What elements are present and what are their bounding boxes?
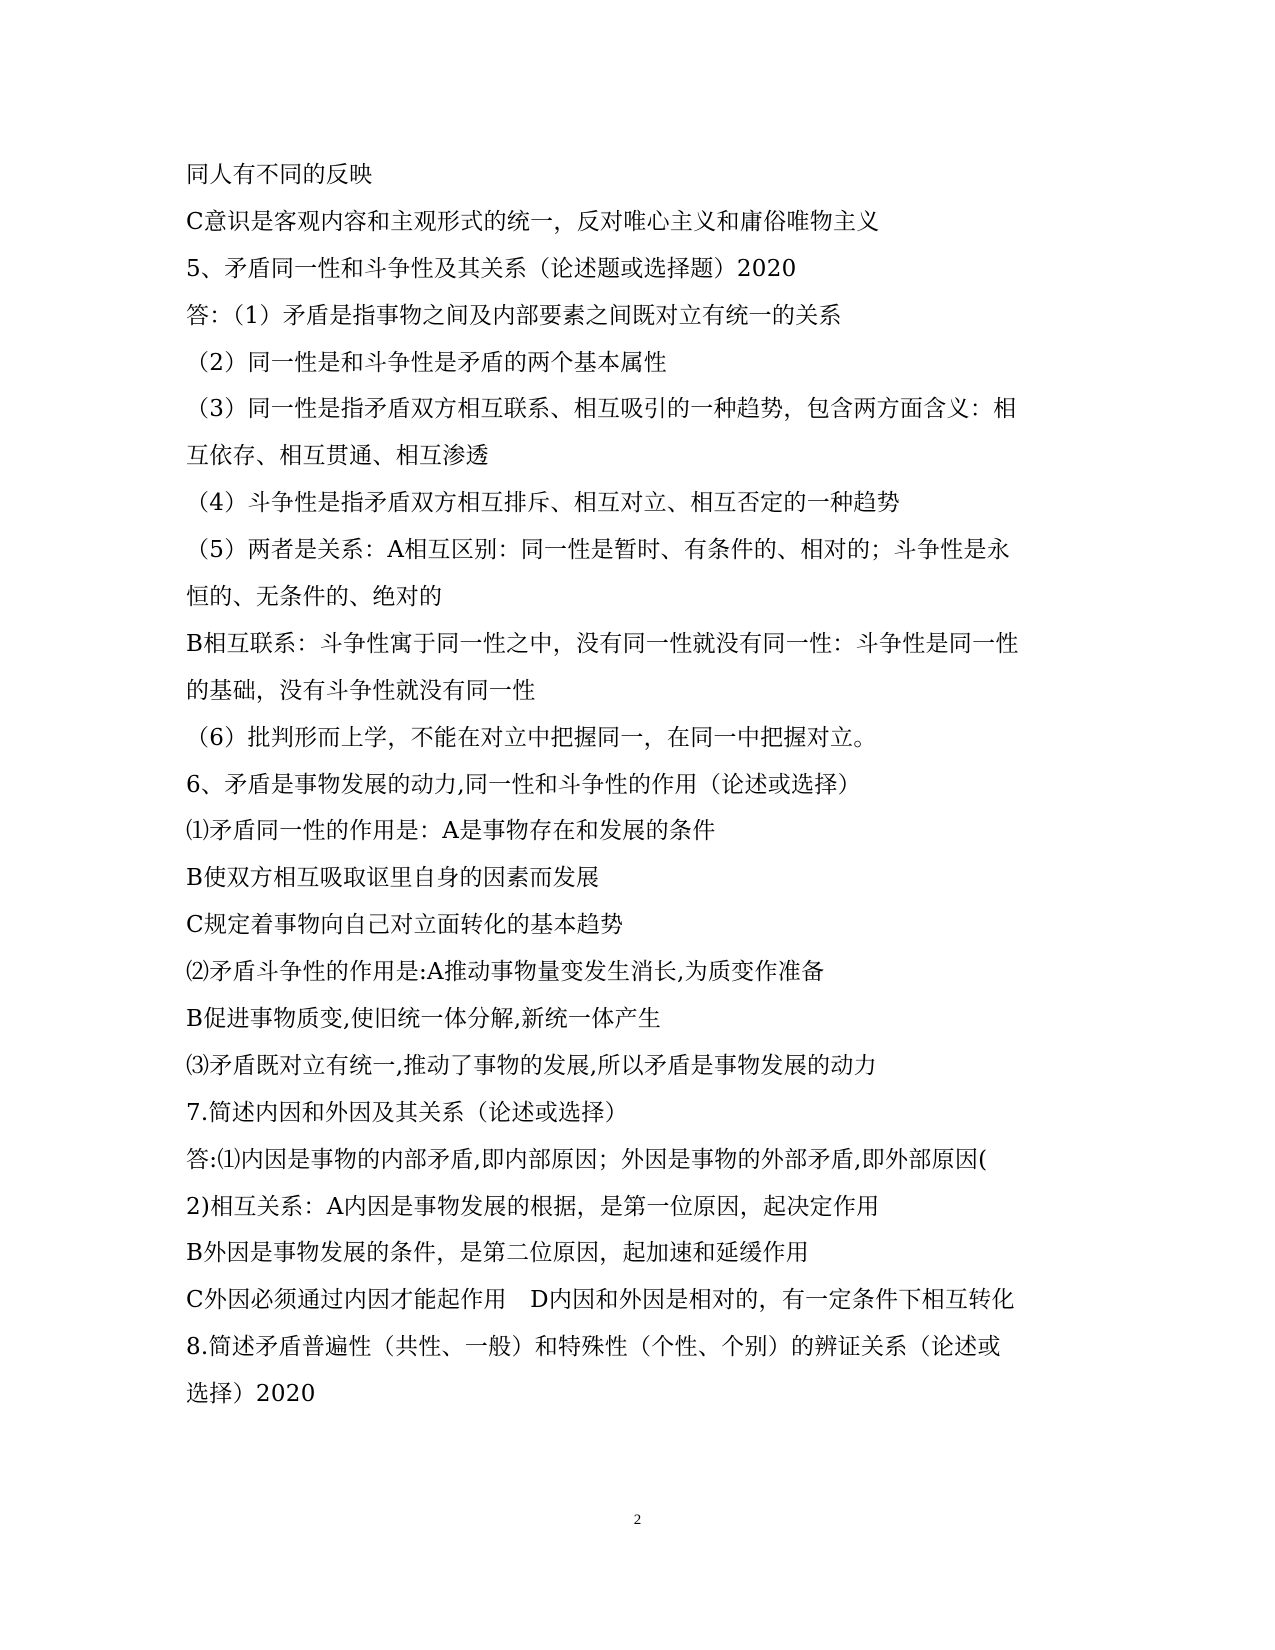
text-line: 答：（1）矛盾是指事物之间及内部要素之间既对立有统一的关系 (186, 302, 842, 329)
text-line: B使双方相互吸取讴里自身的因素而发展 (186, 865, 600, 892)
text-line: C规定着事物向自己对立面转化的基本趋势 (186, 912, 624, 939)
text-line: 同人有不同的反映 (186, 162, 373, 188)
text-line: （2）同一性是和斗争性是矛盾的两个基本属性 (186, 349, 667, 376)
section-heading-7: 7.简述内因和外因及其关系（论述或选择） (186, 1099, 628, 1126)
section-heading-8: 8.简述矛盾普遍性（共性、一般）和特殊性（个性、个别）的辨证关系（论述或 (186, 1334, 1001, 1361)
text-line: B促进事物质变,使旧统一体分解,新统一体产生 (186, 1006, 662, 1033)
text-line: ⑶矛盾既对立有统一,推动了事物的发展,所以矛盾是事物发展的动力 (186, 1052, 877, 1079)
text-line: B外因是事物发展的条件，是第二位原因，起加速和延缓作用 (186, 1240, 810, 1267)
text-line: （5）两者是关系：A相互区别：同一性是暂时、有条件的、相对的；斗争性是永 (186, 537, 1011, 564)
text-line: ⑴矛盾同一性的作用是：A是事物存在和发展的条件 (186, 818, 716, 845)
text-line: C外因必须通过内因才能起作用 D内因和外因是相对的，有一定条件下相互转化 (186, 1287, 1015, 1314)
text-line: 2)相互关系：A内因是事物发展的根据，是第一位原因，起决定作用 (186, 1193, 880, 1220)
text-line: 恒的、无条件的、绝对的 (186, 584, 443, 611)
text-line: B相互联系：斗争性寓于同一性之中，没有同一性就没有同一性：斗争性是同一性 (186, 630, 1019, 657)
text-line: 选择）2020 (186, 1381, 316, 1408)
page-body (186, 152, 1046, 1418)
text-line: 答:⑴内因是事物的内部矛盾,即内部原因；外因是事物的外部矛盾,即外部原因( (186, 1146, 988, 1173)
text-line: 的基础，没有斗争性就没有同一性 (186, 677, 536, 704)
page-number: 2 (633, 1512, 642, 1528)
section-heading-5: 5、矛盾同一性和斗争性及其关系（论述题或选择题）2020 (186, 255, 797, 282)
text-line: ⑵矛盾斗争性的作用是:A推动事物量变发生消长,为质变作准备 (186, 959, 825, 986)
text-line: （3）同一性是指矛盾双方相互联系、相互吸引的一种趋势，包含两方面含义：相 (186, 396, 1017, 423)
text-line: （4）斗争性是指矛盾双方相互排斥、相互对立、相互否定的一种趋势 (186, 490, 900, 517)
text-line: 互依存、相互贯通、相互渗透 (186, 443, 489, 470)
text-line: （6）批判形而上学，不能在对立中把握同一，在同一中把握对立。 (186, 724, 877, 751)
text-line: C意识是客观内容和主观形式的统一，反对唯心主义和庸俗唯物主义 (186, 208, 880, 235)
section-heading-6: 6、矛盾是事物发展的动力,同一性和斗争性的作用（论述或选择） (186, 771, 861, 798)
